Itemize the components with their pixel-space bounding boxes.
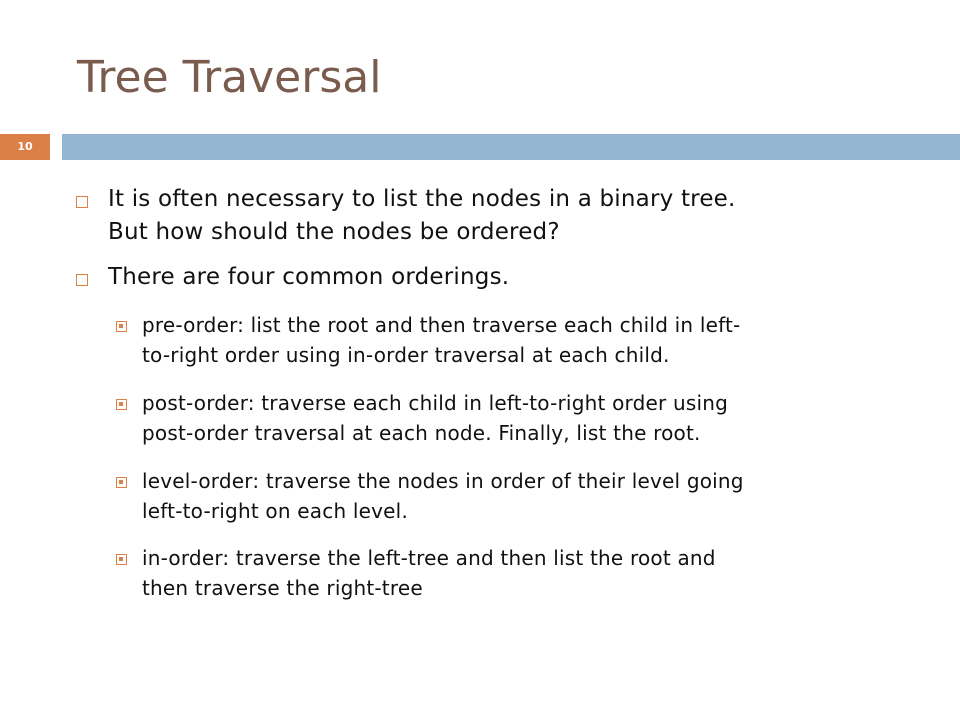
sub-bullet-line: pre-order: list the root and then traverse each child in left-	[142, 313, 741, 337]
sub-bullet-text	[142, 388, 728, 448]
bullet-line: But how should the nodes be ordered?	[108, 219, 560, 245]
square-bullet-icon	[76, 196, 88, 208]
sub-bullet-line: level-order: traverse the nodes in order of their level going	[142, 469, 744, 493]
filled-square-bullet-icon	[116, 399, 127, 410]
sub-bullet-line: left-to-right on each level.	[142, 499, 409, 523]
filled-square-bullet-icon	[116, 554, 127, 565]
filled-square-bullet-icon	[116, 477, 127, 488]
sub-bullet-line: then traverse the right-tree	[142, 576, 423, 600]
bullet-line: There are four common orderings.	[108, 264, 510, 290]
slide-title: Tree Traversal	[77, 52, 382, 103]
square-bullet-icon	[76, 274, 88, 286]
sub-bullet-text	[142, 543, 716, 603]
bullet-text	[108, 183, 736, 249]
slide-number-badge: 10	[0, 134, 50, 160]
filled-square-bullet-icon	[116, 321, 127, 332]
sub-bullet-line: in-order: traverse the left-tree and then list the root and	[142, 546, 716, 570]
sub-bullet-line: post-order: traverse each child in left-to-right order using	[142, 391, 728, 415]
bullet-text	[108, 261, 509, 294]
bullet-line: It is often necessary to list the nodes in a binary tree.	[108, 186, 736, 212]
sub-bullet-text	[142, 466, 744, 526]
sub-bullet-line: to-right order using in-order traversal at each child.	[142, 343, 670, 367]
sub-bullet-line: post-order traversal at each node. Finally, list the root.	[142, 421, 701, 445]
sub-bullet-text	[142, 310, 740, 370]
